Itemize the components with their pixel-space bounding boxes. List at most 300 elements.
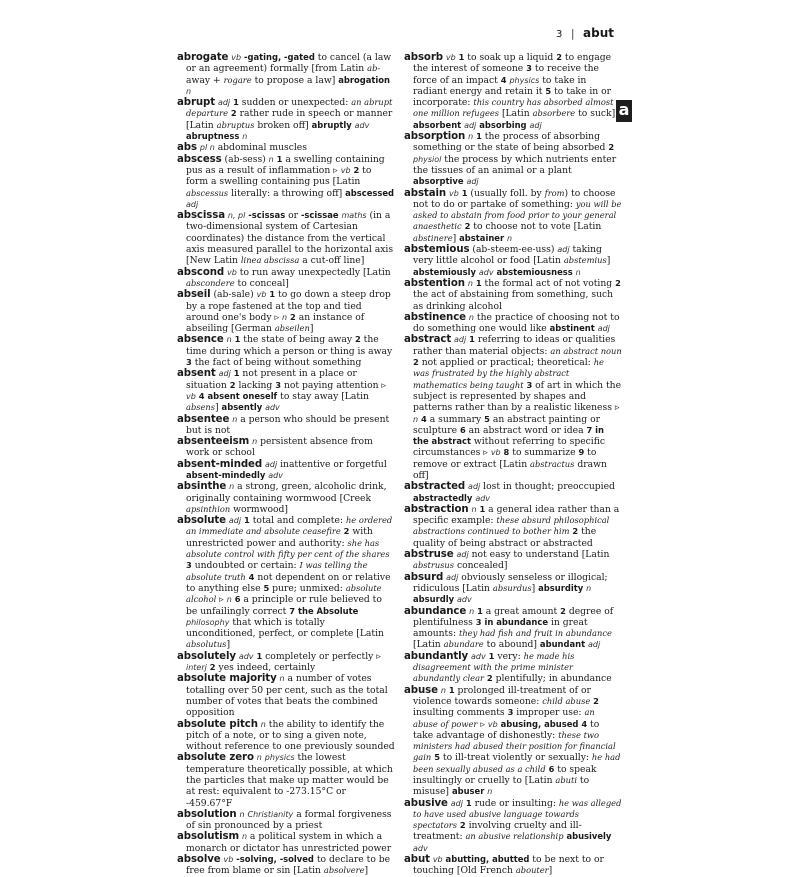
sense-number: 2 xyxy=(209,662,216,673)
grammar-label: adj xyxy=(557,245,570,255)
grammar-label: vb xyxy=(227,267,237,277)
grammar-label: vb xyxy=(448,188,459,198)
grammar-label: adj xyxy=(456,550,469,560)
headword: abscissa xyxy=(177,210,225,222)
definition-text: literally: a throwing off] xyxy=(228,187,346,199)
definition-text: concealed] xyxy=(454,560,508,572)
dictionary-entry xyxy=(404,572,622,606)
grammar-label: n xyxy=(241,832,248,842)
example-text: he ordered an immediate and absolute ceasefire xyxy=(186,515,393,537)
sense-number: 4 xyxy=(421,413,427,424)
definition-text: undoubted or certain: xyxy=(191,560,300,572)
example-text: absolvere xyxy=(323,865,365,876)
sense-number: 1 xyxy=(233,368,240,379)
page-number: 3 xyxy=(555,29,563,40)
sense-number: 2 xyxy=(464,221,471,232)
grammar-label: n xyxy=(487,787,493,797)
definition-text: to cancel (a law or an agreement) formally [from Latin xyxy=(186,52,392,75)
sense-number: 3 xyxy=(275,379,282,390)
example-text: abstrusus xyxy=(413,560,455,571)
subentry-word: abuser xyxy=(451,786,485,797)
sense-number: 2 xyxy=(290,311,296,322)
grammar-label: adj xyxy=(466,177,479,187)
subentry-word: absorbent xyxy=(413,119,462,130)
definition-text: to propose a law] xyxy=(251,74,339,86)
definition-text: to misuse] xyxy=(413,775,590,798)
definition-text: completely or perfectly ▹ xyxy=(262,650,381,662)
grammar-label: adj xyxy=(446,572,459,582)
example-text: rogare xyxy=(223,74,252,85)
dictionary-entry xyxy=(177,481,395,515)
subentry-word: abstainer xyxy=(459,232,505,243)
dictionary-entry xyxy=(177,267,395,290)
example-text: he was alleged to have used abusive language towards spectators xyxy=(413,797,622,831)
subentry-word: abstractedly xyxy=(413,492,473,503)
sense-number: 3 xyxy=(526,379,533,390)
sense-number: 3 xyxy=(526,63,532,74)
grammar-label: physiol xyxy=(413,154,442,164)
dictionary-entry xyxy=(404,278,622,312)
dictionary-entry xyxy=(177,154,395,210)
definition-text: ) to choose not to do or partake of something: xyxy=(413,187,616,210)
definition-text: the fact of being without something xyxy=(191,357,362,369)
example-text: he had been sexually abused as a child xyxy=(413,752,621,774)
dictionary-entry xyxy=(404,52,622,131)
definition-text: an abstract word or idea xyxy=(465,424,587,436)
definition-text: to take in radiant energy and retain it xyxy=(413,74,587,97)
subentry-word: absorbing xyxy=(479,119,527,130)
definition-text: the process of absorbing something or the state of being absorbed xyxy=(413,131,609,154)
sense-number: 5 xyxy=(263,582,270,593)
grammar-label: n xyxy=(440,685,446,695)
definition-text: to ill-treat violently or sexually: xyxy=(439,752,592,764)
definition-text: (in a two-dimensional system of Cartesian coordinates) the distance from the vertical axis measured parallel to the horizontal axis [New Latin xyxy=(186,210,394,267)
grammar-label: n, pl xyxy=(227,211,246,221)
subentry-word: -scissae xyxy=(300,210,339,221)
example-text: he was frustrated by the highly abstract mathematics being taught xyxy=(413,357,604,390)
definition-text: plentifully; in abundance xyxy=(492,673,612,685)
grammar-label: interj xyxy=(186,663,207,673)
dictionary-entry xyxy=(404,685,622,798)
sense-number: 6 xyxy=(459,424,466,435)
subentry-word: in the abstract xyxy=(413,424,605,447)
headword: abscess xyxy=(177,153,222,165)
sense-number: 1 xyxy=(458,52,465,62)
subentry-word: abscessed xyxy=(345,187,395,198)
definition-text: to summarize xyxy=(509,447,579,459)
example-text: abstractus xyxy=(530,458,575,469)
sense-number: 1 xyxy=(276,153,283,164)
grammar-label: n xyxy=(256,753,262,763)
grammar-label: n xyxy=(232,414,238,424)
definition-text: the state of being away xyxy=(240,334,355,346)
sense-number: 1 xyxy=(477,605,483,616)
definition-text: prolonged ill-treatment of or violence towards someone: xyxy=(413,684,591,707)
grammar-label: vb xyxy=(223,855,234,865)
dictionary-entry xyxy=(177,752,395,808)
dictionary-entry xyxy=(404,334,622,481)
dictionary-entry xyxy=(177,52,395,97)
definition-text: drawn off] xyxy=(413,458,607,481)
definition-text: a summary xyxy=(426,413,485,425)
grammar-label: vb xyxy=(432,855,443,865)
sense-number: 1 xyxy=(479,503,486,514)
grammar-label: n xyxy=(575,267,581,277)
sense-number: 1 xyxy=(244,515,250,526)
definition-text: (ab-sale) xyxy=(213,289,257,301)
grammar-label: vb xyxy=(340,165,351,175)
sense-number: 1 xyxy=(269,289,276,300)
definition-text: rude or insulting: xyxy=(471,797,559,809)
definition-text: the practice of choosing not to do something one would like xyxy=(413,311,620,335)
sense-number: 1 xyxy=(469,334,475,345)
definition-text: wormwood] xyxy=(230,503,288,515)
grammar-label: n xyxy=(282,312,288,322)
definition-text: a swelling containing pus as a result of inflammation ▹ xyxy=(186,153,385,176)
headword: absent-minded xyxy=(177,458,263,470)
sense-number: 2 xyxy=(608,142,615,153)
subentry-word: absurdly xyxy=(413,594,455,605)
dictionary-entry xyxy=(404,504,622,549)
headword: abstracted xyxy=(404,481,466,493)
subentry-word: abstemiousness xyxy=(496,266,573,277)
example-text: an abusive relationship xyxy=(465,831,564,842)
sense-number: 2 xyxy=(354,334,361,345)
dictionary-entry xyxy=(177,97,395,142)
sense-number: 3 xyxy=(186,357,192,368)
dictionary-entry xyxy=(404,244,622,278)
definition-text: a principle or rule believed to be unfailingly correct xyxy=(186,594,382,617)
subentry-word: the Absolute xyxy=(297,605,359,616)
definition-text: yes indeed, certainly xyxy=(215,662,316,674)
definition-text: to declare to be free from blame or sin [Latin xyxy=(186,854,391,877)
definition-text: ] xyxy=(309,323,314,335)
definition-text: rather rude in speech or manner [Latin xyxy=(186,108,393,131)
definition-text: (usually foll. by xyxy=(467,187,545,199)
headword: absenteeism xyxy=(177,436,250,448)
example-text: an abstract noun xyxy=(550,345,622,356)
example-text: an abuse of power xyxy=(413,707,595,729)
definition-text: not paying attention ▹ xyxy=(281,379,387,391)
grammar-label: adj xyxy=(468,482,481,492)
example-text: abscondere xyxy=(186,277,235,288)
definition-text: degree of plentifulness xyxy=(413,605,614,628)
definition-text: a political system in which a monarch or dictator has unrestricted power xyxy=(186,831,392,854)
definition-text: without referring to specific circumstances ▹ xyxy=(413,436,605,459)
headword: abstraction xyxy=(404,503,469,515)
definition-text: the process by which nutrients enter the tissues of an animal or a plant xyxy=(413,153,617,176)
definition-text: to engage the interest of someone xyxy=(413,52,612,75)
definition-text: a person who should be present but is not xyxy=(186,413,390,436)
grammar-label: n xyxy=(260,719,266,729)
definition-text: the act of abstaining from something, such as drinking alcohol xyxy=(413,289,614,312)
definition-text: involving cruelty and ill-treatment: xyxy=(413,820,582,843)
sense-number: 4 xyxy=(581,718,588,729)
headword: absorb xyxy=(404,52,443,63)
definition-text: abdominal muscles xyxy=(214,142,307,154)
grammar-label: n xyxy=(242,132,248,142)
headword: abrupt xyxy=(177,97,216,109)
headword: absolute majority xyxy=(177,673,277,685)
dictionary-column-right xyxy=(404,52,622,877)
dictionary-entry xyxy=(177,809,395,832)
sense-number: 5 xyxy=(545,85,552,96)
grammar-label: n xyxy=(239,809,245,819)
sense-number: 2 xyxy=(556,52,562,62)
headword: abseil xyxy=(177,289,211,301)
definition-text: the formal act of not voting xyxy=(481,277,616,289)
headword: absolution xyxy=(177,808,237,820)
subentry-word: abundant xyxy=(539,639,586,650)
grammar-label: adv xyxy=(456,595,472,605)
definition-text: not applied or practical; theoretical: xyxy=(418,357,594,369)
sense-number: 7 xyxy=(586,424,593,435)
sense-number: 4 xyxy=(500,74,507,85)
definition-text: with unrestricted power and authority: xyxy=(186,526,373,549)
definition-text: ] xyxy=(226,639,231,651)
sense-number: 2 xyxy=(572,526,579,537)
subentry-word: abrogation xyxy=(338,74,390,85)
sense-number: 3 xyxy=(186,560,192,571)
grammar-label: vb xyxy=(231,53,242,62)
grammar-label: adv xyxy=(354,120,370,130)
grammar-label: n xyxy=(471,504,477,514)
grammar-label: adv xyxy=(471,651,486,661)
headword: absinthe xyxy=(177,481,227,493)
example-text: she has absolute control with fifty per cent of the shares xyxy=(186,537,390,560)
example-text: I was telling the absolute truth xyxy=(186,560,368,582)
definition-text: to run away unexpectedly [Latin xyxy=(236,266,391,278)
example-text: these two ministers had abused their position for financial gain xyxy=(413,729,616,763)
definition-text: pure; unmixed: xyxy=(269,582,346,594)
guide-word: abut xyxy=(583,26,614,40)
grammar-label: adj xyxy=(264,459,278,469)
sense-number: 2 xyxy=(413,357,419,368)
sense-number: 1 xyxy=(488,650,495,661)
dictionary-entry xyxy=(177,515,395,651)
grammar-label: adj xyxy=(529,120,542,130)
grammar-label: n xyxy=(467,278,473,288)
grammar-label: adv xyxy=(268,470,283,480)
headword: absolute xyxy=(177,515,226,527)
sense-number: 5 xyxy=(434,752,440,763)
headword: abusive xyxy=(404,797,448,809)
headword: absorption xyxy=(404,131,466,143)
example-text: abuti xyxy=(555,775,577,785)
subentry-word: absently xyxy=(221,402,263,413)
example-text: this country has absorbed almost one million refugees xyxy=(413,97,614,119)
headword: absentee xyxy=(177,413,230,425)
sense-number: 9 xyxy=(578,447,585,458)
grammar-label: n xyxy=(268,154,274,164)
definition-text: to choose not to vote [Latin xyxy=(470,221,602,233)
headword: abscond xyxy=(177,266,225,278)
grammar-label: adv xyxy=(413,843,428,853)
definition-text: [Latin xyxy=(413,639,444,651)
example-text: child abuse xyxy=(542,695,591,706)
subentry-word: -scissas xyxy=(248,210,286,221)
example-text: abstemius xyxy=(563,255,607,266)
definition-text: ] xyxy=(548,865,553,877)
subentry-word: absorptive xyxy=(413,176,464,187)
grammar-label: adj xyxy=(217,98,231,108)
sense-number: 1 xyxy=(256,650,263,661)
grammar-label: adj xyxy=(218,369,231,379)
headword: abrogate xyxy=(177,52,229,63)
definition-text: to remove or extract [Latin xyxy=(413,447,597,470)
sense-number: 2 xyxy=(343,526,350,537)
dictionary-entry xyxy=(177,368,395,413)
grammar-label: n xyxy=(226,335,232,345)
definition-text: to conceal] xyxy=(234,277,289,289)
definition-text: to take in or incorporate: xyxy=(413,85,612,109)
grammar-label: n xyxy=(229,482,235,492)
grammar-label: vb xyxy=(256,290,267,300)
headword: absence xyxy=(177,334,224,346)
grammar-label: n xyxy=(252,437,258,447)
dictionary-entry xyxy=(177,334,395,368)
headword: abs xyxy=(177,142,197,154)
dictionary-entry xyxy=(404,651,622,685)
definition-text: not easy to understand [Latin xyxy=(468,549,610,561)
definition-text: the ability to identify the pitch of a note, or to sing a given note, without reference to one previously sounded xyxy=(186,718,395,753)
headword: absolutely xyxy=(177,650,236,662)
grammar-label: adv xyxy=(478,267,494,277)
headword: absolve xyxy=(177,854,221,866)
example-text: absurdus xyxy=(492,582,532,593)
dictionary-entry xyxy=(404,481,622,504)
definition-text: (ab-steem-ee-uss) xyxy=(472,244,558,256)
sense-number: 1 xyxy=(475,277,482,288)
definition-text: inattentive or forgetful xyxy=(277,458,387,470)
subentry-word: abstemiously xyxy=(413,266,476,277)
definition-text: to take advantage of dishonestly: xyxy=(413,718,600,741)
headword: abuse xyxy=(404,684,438,696)
grammar-label: n xyxy=(586,583,592,593)
headword: absolutism xyxy=(177,831,240,843)
dictionary-entry xyxy=(404,606,622,651)
definition-text: to be next to or touching [Old French xyxy=(413,854,604,877)
subentry-word: abutting, abutted xyxy=(445,854,530,865)
grammar-label: physics xyxy=(509,75,540,85)
grammar-label: adj xyxy=(450,798,463,808)
example-text: ab- xyxy=(367,63,381,74)
grammar-label: Christianity xyxy=(247,809,294,819)
definition-text: total and complete: xyxy=(249,515,346,527)
definition-text: a cut-off line] xyxy=(299,255,365,267)
subentry-word: -gating, -gated xyxy=(244,52,315,62)
example-text: they had fish and fruit in abundance xyxy=(458,628,612,639)
sense-number: 8 xyxy=(503,447,510,458)
grammar-label: adj xyxy=(228,516,242,526)
definition-text: an instance of abseiling [German xyxy=(186,311,365,335)
definition-text: ▹ xyxy=(477,718,488,730)
definition-text: to go down a steep drop by a rope fastened at the top and tied around one's body ▹ xyxy=(186,289,391,323)
sense-number: 1 xyxy=(234,334,241,345)
definition-text: insulting comments xyxy=(413,707,508,719)
grammar-label: philosophy xyxy=(186,617,230,627)
sense-number: 2 xyxy=(459,820,466,831)
dictionary-entry xyxy=(177,651,395,674)
sense-number: 6 xyxy=(548,763,555,774)
example-text: abundare xyxy=(443,639,484,650)
dictionary-entry xyxy=(177,854,395,877)
subentry-word: abusively xyxy=(566,831,612,842)
definition-text: ] xyxy=(531,582,539,594)
example-text: he made his disagreement with the prime minister abundantly clear xyxy=(413,650,575,684)
example-text: absorbere xyxy=(532,108,576,119)
definition-text: of art in which the subject is represented by shapes and patterns rather than by a realistic likeness ▹ xyxy=(413,379,622,414)
headword: abut xyxy=(404,854,430,866)
definition-text: the time during which a person or thing is away xyxy=(186,334,393,357)
dictionary-entry xyxy=(177,142,395,153)
dictionary-entry xyxy=(177,673,395,718)
grammar-label: vb xyxy=(445,53,456,62)
dictionary-entry xyxy=(404,854,622,877)
subentry-word: abruptly xyxy=(311,119,352,130)
headword: abstain xyxy=(404,187,447,199)
grammar-label: adv xyxy=(238,651,254,661)
grammar-label: adj xyxy=(597,324,610,334)
definition-text: a great amount xyxy=(482,605,561,617)
definition-text: not present in a place or situation xyxy=(186,368,357,391)
page-header xyxy=(556,26,614,40)
definition-text: (ab-sess) xyxy=(224,153,269,165)
dictionary-entry xyxy=(177,831,395,854)
definition-text: to suck] xyxy=(575,108,616,120)
subentry-word: abstinent xyxy=(549,323,595,334)
dictionary-entry xyxy=(404,549,622,572)
definition-text: the quality of being abstract or abstracted xyxy=(413,526,597,549)
grammar-label: n xyxy=(226,595,232,605)
grammar-label: n xyxy=(413,414,419,424)
sense-number: 2 xyxy=(593,695,599,706)
definition-text: broken off] xyxy=(254,119,312,131)
example-text: abouter xyxy=(515,865,549,876)
subentry-word: abusing, abused xyxy=(500,718,579,729)
definition-text: a general idea rather than a specific example: xyxy=(413,503,620,527)
definition-text: persistent absence from work or school xyxy=(186,436,373,459)
example-text: absolute alcohol xyxy=(186,582,382,605)
grammar-label: maths xyxy=(341,211,367,221)
dictionary-entry xyxy=(404,188,622,244)
definition-text: not dependent on or relative to anything else xyxy=(186,571,391,594)
definition-text: to soak up a liquid xyxy=(464,52,557,63)
example-text: an abrupt departure xyxy=(186,97,393,119)
definition-text: in great amounts: xyxy=(413,616,588,640)
example-text: absens xyxy=(186,402,216,413)
grammar-label: adj xyxy=(588,640,601,650)
sense-number: 2 xyxy=(229,379,236,390)
definition-text: ] xyxy=(452,232,460,244)
sense-number: 2 xyxy=(230,108,237,119)
dictionary-entry xyxy=(177,289,395,334)
grammar-label: adj xyxy=(186,199,199,209)
definition-text: or xyxy=(285,210,301,222)
definition-text: an abstract painting or sculpture xyxy=(413,413,601,436)
grammar-label: n xyxy=(468,132,474,142)
grammar-label: vb xyxy=(487,719,498,729)
definition-text: to form a swelling containing pus [Latin xyxy=(186,164,372,188)
definition-text: sudden or unexpected: xyxy=(238,97,352,109)
headword: absent xyxy=(177,368,216,380)
sense-number: 5 xyxy=(484,413,490,424)
definition-text: ] xyxy=(606,255,611,267)
subentry-word: absurdity xyxy=(538,582,584,593)
headword: abstract xyxy=(404,334,452,346)
thumb-tab-letter: a xyxy=(618,100,630,119)
headword: abstruse xyxy=(404,549,454,561)
